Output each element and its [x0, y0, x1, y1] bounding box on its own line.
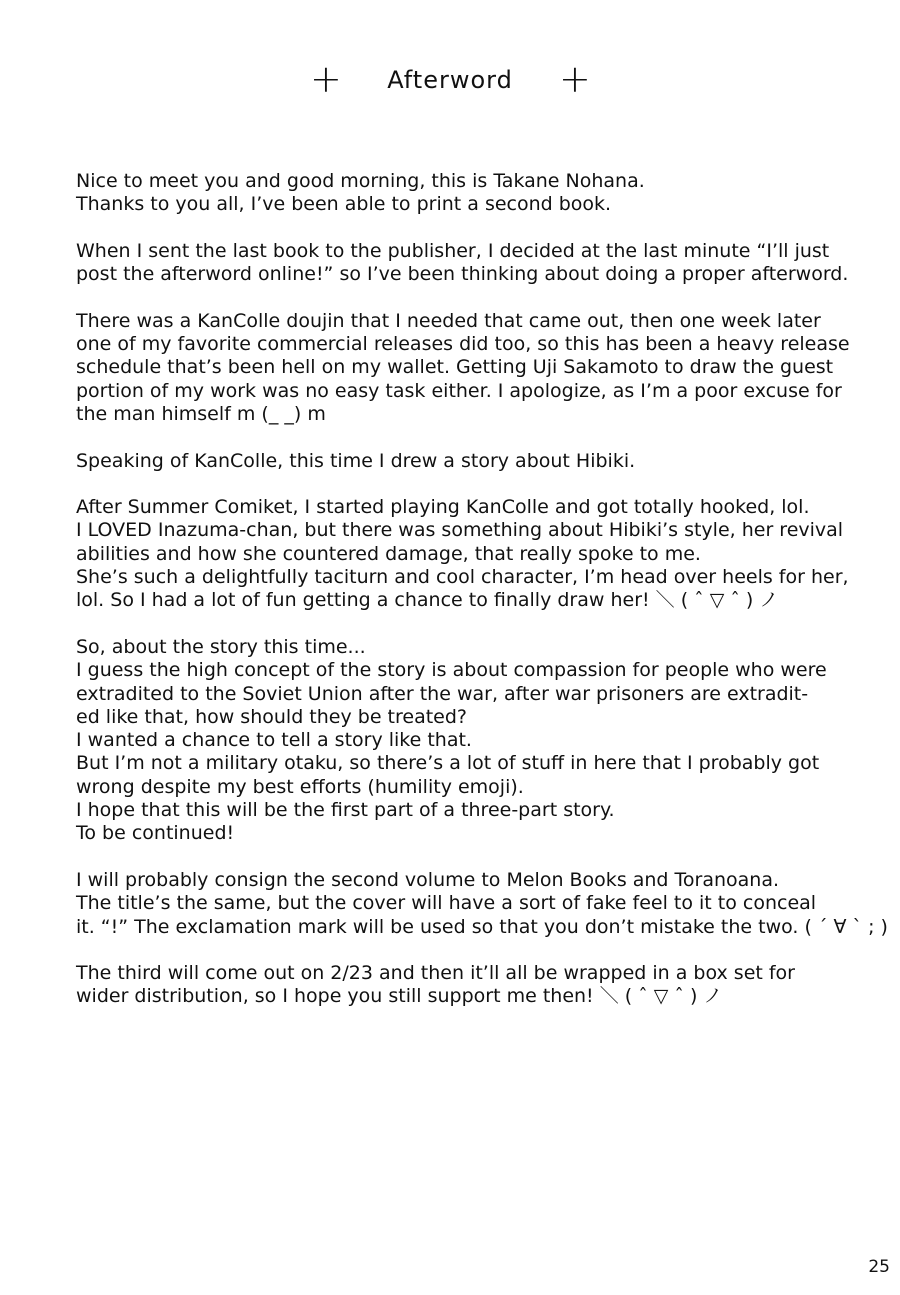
text-line: So, about the story this time...: [76, 635, 366, 658]
paragraph-greeting: [76, 170, 876, 217]
text-line: But I’m not a military otaku, so there’s a lot of stuff in here that I probably got: [76, 752, 820, 775]
paragraph-consignment: [76, 868, 888, 939]
text-line: portion of my work was no easy task either. I apologize, as I’m a poor excuse for: [76, 379, 842, 402]
paragraph-third-volume: [76, 962, 876, 1009]
text-line: She’s such a delightfully taciturn and cool character, I’m head over heels for her,: [76, 566, 849, 589]
text-line: When I sent the last book to the publisher, I decided at the last minute “I’ll just: [76, 239, 830, 262]
paragraph-release-schedule: [76, 310, 876, 426]
text-line: ed like that, how should they be treated?: [76, 705, 468, 728]
page-header: [0, 57, 900, 101]
text-line: one of my favorite commercial releases did too, so this has been a heavy release: [76, 333, 850, 356]
text-line: The title’s the same, but the cover will have a sort of fake feel to it to conceal: [76, 892, 817, 915]
text-line: I guess the high concept of the story is about compassion for people who were: [76, 659, 827, 682]
text-line: lol. So I had a lot of fun getting a chance to finally draw her! ＼ ( ˆ ▽ ˆ ) ノ: [76, 589, 779, 612]
right-cross-ornament: +: [559, 57, 591, 101]
text-line: the man himself m (_ _) m: [76, 402, 326, 425]
text-line: abilities and how she countered damage, that really spoke to me.: [76, 542, 701, 565]
text-line: wrong despite my best efforts (humility emoji).: [76, 775, 524, 798]
text-line: The third will come out on 2/23 and then it’ll all be wrapped in a box set for: [76, 962, 795, 985]
text-line: Nice to meet you and good morning, this is Takane Nohana.: [76, 170, 645, 192]
text-line: schedule that’s been hell on my wallet. Getting Uji Sakamoto to draw the guest: [76, 356, 834, 379]
text-line: I LOVED Inazuma-chan, but there was something about Hibiki’s style, her revival: [76, 519, 844, 542]
text-line: Speaking of KanColle, this time I drew a story about Hibiki.: [76, 449, 636, 472]
afterword-body: [76, 170, 888, 1032]
paragraph-afterword-note: [76, 240, 876, 287]
text-line: There was a KanColle doujin that I needed that came out, then one week later: [76, 309, 821, 332]
text-line: After Summer Comiket, I started playing KanColle and got totally hooked, lol.: [76, 496, 810, 519]
page-title: Afterword: [387, 66, 513, 94]
text-line: I will probably consign the second volume to Melon Books and Toranoana.: [76, 868, 780, 891]
text-line: wider distribution, so I hope you still support me then! ＼ ( ˆ ▽ ˆ ) ノ: [76, 985, 723, 1008]
page-number: 25: [868, 1257, 890, 1277]
left-cross-ornament: +: [310, 57, 342, 101]
text-line: I wanted a chance to tell a story like that.: [76, 729, 472, 752]
paragraph-hibiki: [76, 496, 876, 612]
text-line: it. “!” The exclamation mark will be used so that you don’t mistake the two. ( ´ ∀ ` ; ): [76, 915, 888, 938]
paragraph-story-subject: [76, 450, 876, 473]
text-line: extradited to the Soviet Union after the war, after war prisoners are extradit-: [76, 682, 809, 705]
text-line: Thanks to you all, I’ve been able to print a second book.: [76, 193, 612, 216]
text-line: I hope that this will be the first part of a three-part story.: [76, 799, 615, 822]
text-line: To be continued!: [76, 822, 235, 845]
paragraph-story-concept: [76, 636, 876, 846]
text-line: post the afterword online!” so I’ve been thinking about doing a proper afterword.: [76, 263, 849, 286]
